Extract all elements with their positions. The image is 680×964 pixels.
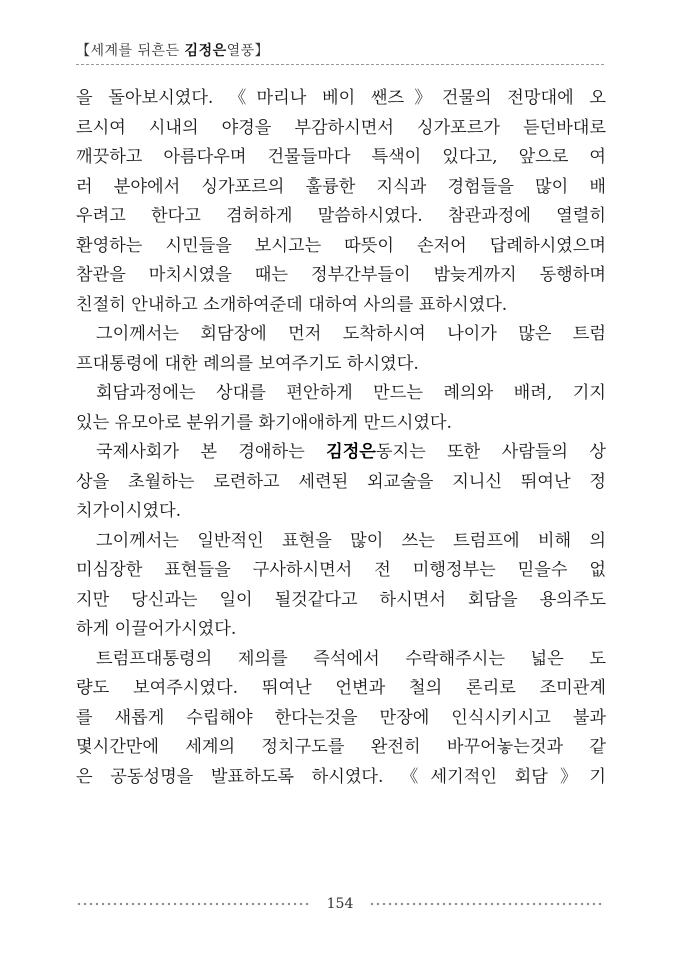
header-divider [76, 64, 604, 65]
text-line: 르시여 시내의 야경을 부감하시면서 싱가포르가 듣던바대로 [76, 117, 606, 138]
text-segment: 국제사회가 본 경애하는 [96, 442, 327, 462]
text-segment: 동지는 또한 사람들의 상 [375, 442, 606, 462]
paragraph-3 [76, 379, 606, 438]
footer-ornament-left [76, 902, 311, 906]
text-line: 미심장한 표현들을 구사하시면서 전 미행정부는 믿을수 없 [76, 560, 606, 580]
running-header [76, 36, 604, 64]
paragraph-1 [76, 84, 606, 320]
text-line: 를 새롭게 수립해야 한다는것을 만장에 인식시키시고 불과 [76, 707, 606, 728]
footer-ornament-right [369, 902, 604, 906]
page-body [76, 84, 606, 792]
text-line: 몇시간만에 세계의 정치구도를 완전히 바꾸어놓는것과 같 [76, 737, 606, 757]
text-line: 하게 이끌어가시였다. [76, 619, 237, 639]
text-line: 그이께서는 회담장에 먼저 도착하시여 나이가 많은 트럼 [96, 324, 606, 344]
text-line: 친절히 안내하고 소개하여준데 대하여 사의를 표하시였다. [76, 294, 508, 315]
text-line: 지만 당신과는 일이 될것같다고 하시면서 회담을 용의주도 [76, 589, 606, 610]
header-title [76, 40, 269, 64]
page-number: 154 [326, 896, 354, 912]
text-line: 량도 보여주시였다. 뛰여난 언변과 철의 론리로 조미관계 [76, 678, 606, 698]
paragraph-6 [76, 645, 606, 793]
paragraph-5 [76, 527, 606, 645]
text-line: 프대통령에 대한 례의를 보여주기도 하시였다. [76, 353, 419, 374]
text-line: 우려고 한다고 겸허하게 말씀하시였다. 참관과정에 열렬히 [76, 206, 606, 226]
page-footer [76, 892, 604, 916]
header-title-name: 김정은 [184, 43, 227, 59]
paragraph-4 [76, 438, 606, 527]
text-line: 참관을 마치시였을 때는 정부간부들이 밤늦게까지 동행하며 [76, 265, 606, 285]
text-line [76, 438, 606, 468]
text-line: 치가이시였다. [76, 501, 182, 521]
text-line: 있는 유모아로 분위기를 화기애애하게 만드시였다. [76, 412, 452, 433]
text-line: 회담과정에는 상대를 편안하게 만드는 례의와 배려, 기지 [96, 383, 606, 403]
text-line: 트럼프대통령의 제의를 즉석에서 수락해주시는 넓은 도 [96, 648, 606, 669]
text-line: 그이께서는 일반적인 표현을 많이 쓰는 트럼프에 비해 의 [96, 530, 606, 551]
leader-name-bold: 김정은 [326, 442, 376, 462]
text-line: 환영하는 시민들을 보시고는 따뜻이 손저어 답례하시였으며 [76, 235, 606, 256]
text-line: 은 공동성명을 발표하도록 하시였다. 《세기적인 회담》기 [76, 766, 606, 787]
header-title-prefix: 【세계를 뒤흔든 [76, 43, 185, 59]
text-line: 상을 초월하는 로련하고 세련된 외교술을 지니신 뛰여난 정 [76, 471, 606, 492]
text-line: 을 돌아보시였다. 《마리나 베이 쌘즈》건물의 전망대에 오 [76, 88, 606, 108]
header-title-suffix: 열풍】 [226, 43, 270, 59]
text-line: 러 분야에서 싱가포르의 훌륭한 지식과 경험들을 많이 배 [76, 176, 606, 197]
text-line: 깨끗하고 아름다우며 건물들마다 특색이 있다고, 앞으로 여 [76, 147, 606, 167]
paragraph-2 [76, 320, 606, 379]
